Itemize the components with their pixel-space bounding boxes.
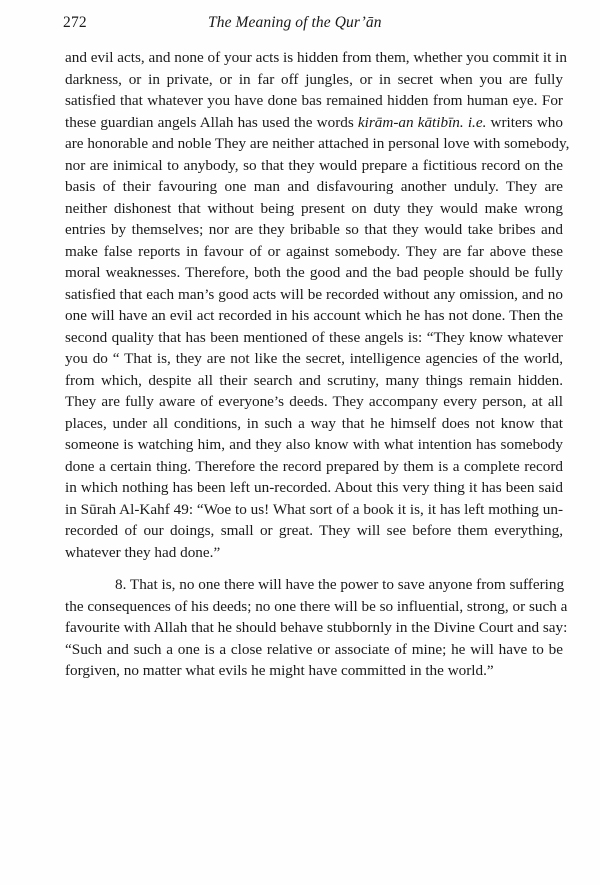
running-head: [63, 14, 563, 34]
text-segment: writers who: [486, 113, 563, 131]
body-text: [65, 47, 570, 682]
text-line: the consequences of his deeds; no one there will be so influential, strong, or such a: [65, 597, 568, 615]
text-line: “Such and such a one is a close relative or associate of mine; he will have to be: [65, 640, 563, 658]
text-line: you do “ That is, they are not like the secret, intelligence agencies of the world,: [65, 350, 563, 367]
text-line: are honorable and noble They are neither attached in personal love with somebody,: [65, 135, 570, 152]
text-line: make false reports in favour of or against somebody. They are far above these: [65, 242, 563, 260]
text-line: 8. That is, no one there will have the power to save anyone from suffering: [115, 576, 565, 593]
text-line: recorded of our doings, small or great. They will see before them everything,: [65, 522, 563, 539]
text-line: second quality that has been mentioned of these angels is: “They know whatever: [65, 328, 563, 346]
italic-term: kirām-an kātibīn. i.e.: [357, 113, 487, 131]
text-line: in Sūrah Al-Kahf 49: “Woe to us! What sort of a book it is, it has left mothing un-: [65, 500, 563, 518]
text-line: someone is watching him, and they also know with what intention has somebody: [65, 436, 563, 453]
text-line: favourite with Allah that he should behave stubbornly in the Divine Court and say:: [65, 619, 568, 636]
text-line: and evil acts, and none of your acts is hidden from them, whether you commit it in: [65, 49, 567, 66]
text-line: from which, despite all their search and scrutiny, many things remain hidden.: [65, 371, 563, 389]
text-line: done a certain thing. Therefore the record prepared by them is a complete record: [65, 457, 563, 475]
paragraph-commentary: [65, 47, 570, 563]
paragraph-gap: [65, 563, 563, 574]
text-line: forgiven, no matter what evils he might have committed in the world.”: [65, 662, 494, 679]
text-segment: these guardian angels Allah has used the words: [65, 113, 358, 131]
text-line: neither dishonest that without being present on duty they would make wrong: [65, 199, 563, 217]
text-line: nor are inimical to anybody, so that they would prepare a fictitious record on the: [65, 156, 563, 174]
text-line: They are fully aware of everyone’s deeds. They accompany every person, at all: [65, 393, 563, 410]
text-line: places, under all conditions, in such a way that he himself does not know that: [65, 414, 563, 432]
text-line: [65, 112, 563, 134]
running-title: The Meaning of the Qur’ān: [208, 14, 382, 31]
text-line: whatever they had done.”: [65, 543, 221, 561]
page-number: 272: [63, 14, 87, 31]
text-line: darkness, or in private, or in far off jungles, or in secret when you are fully: [65, 70, 563, 88]
text-line: satisfied that each man’s good acts will be recorded without any omission, and no: [65, 285, 563, 303]
text-line: in which nothing has been left un-recorded. About this very thing it has been said: [65, 479, 563, 496]
text-line: basis of their favouring one man and disfavouring another unduly. They are: [65, 178, 563, 195]
text-line: moral weaknesses. Therefore, both the good and the bad people should be fully: [65, 264, 563, 281]
text-line: one will have an evil act recorded in his account which he has not done. Then the: [65, 307, 563, 324]
text-line: entries by themselves; nor are they bribable so that they would take bribes and: [65, 221, 563, 238]
text-line: satisfied that whatever you have done bas remained hidden from human eye. For: [65, 92, 563, 109]
paragraph-note-8: [65, 574, 568, 682]
